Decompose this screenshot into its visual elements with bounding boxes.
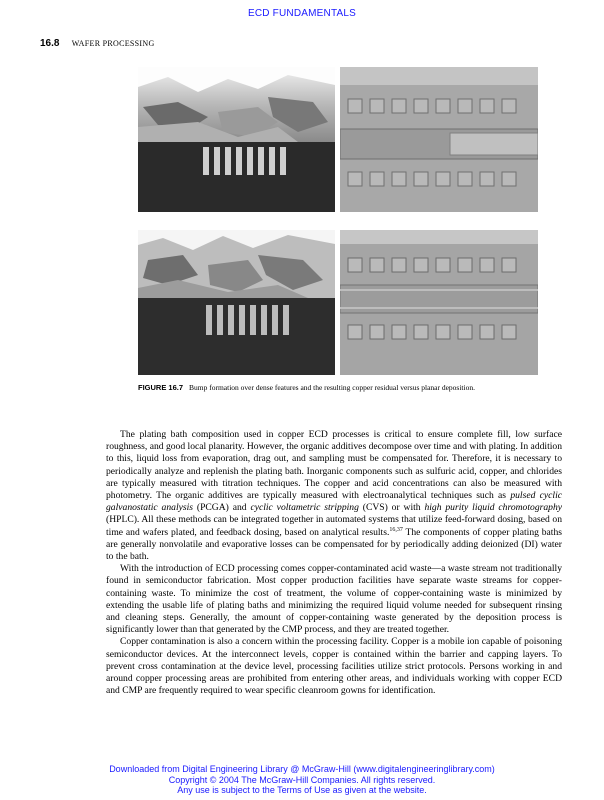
footer-terms[interactable]: Any use is subject to the Terms of Use as given at the website. (177, 785, 427, 795)
text-run: (PCGA) and (193, 502, 251, 514)
section-title: WAFER PROCESSING (71, 39, 155, 48)
text-run: The components of copper plating baths are generally nonvolatile and evaporative losses can be compensated for by periodically adding deionized (DI) water to the bath. (106, 526, 563, 563)
running-header (40, 38, 155, 49)
term-hplc: high purity liquid chromotography (424, 502, 562, 514)
micrograph-bottom-right (340, 230, 538, 375)
paragraph: Copper contamination is also a concern within the processing facility. Copper is a mobile ion capable of poisoning semiconductor devices. At the interconnect levels, copper is contained within the barrier and capping layers. To prevent cross contamination at the device level, processing facilities utilize strict protocols. Persons working in and around copper processing areas are prohibited from entering other areas, and individuals working with copper ECD and CMP are frequently required to wear specific cleanroom gowns for identification. (106, 636, 562, 697)
micrograph-top-right (340, 67, 538, 212)
body-text (106, 429, 562, 697)
text-run: (HPLC). All these methods can be integrated together in automated systems that utilize feed-forward dosing, based on time and wafers plated, and feedback dosing, based on analytical results. (106, 514, 562, 538)
figure-caption-text: Bump formation over dense features and the resulting copper residual versus planar deposition. (189, 383, 475, 392)
reference-marker: 16,37 (389, 526, 403, 533)
footer-download-link[interactable]: Downloaded from Digital Engineering Library @ McGraw-Hill (www.digitalengineeringlibrary.com) (109, 764, 495, 774)
footer-copyright: Copyright © 2004 The McGraw-Hill Companies. All rights reserved. (168, 774, 436, 785)
micrograph-top-left (138, 67, 335, 212)
micrograph-bottom-left (138, 230, 335, 375)
term-cvs: cyclic voltametric stripping (250, 502, 359, 514)
figure-caption (138, 383, 558, 392)
page-banner: ECD FUNDAMENTALS (247, 8, 357, 19)
paragraph: With the introduction of ECD processing comes copper-contaminated acid waste—a waste stream not traditionally found in semiconductor fabrication. Most copper production facilities have separate waste streams for copper-containing waste. To minimize the cost of treatment, the volume of copper-containing waste is minimized by extending the usable life of plating baths and minimizing the required liquid volume needed for subsequent rinsing and cleaning steps. Generally, the amount of copper-containing waste generated by the deposition process is significantly lower than that generated by the CMP process, and they are treated together. (106, 563, 562, 636)
text-run: The plating bath composition used in copper ECD processes is critical to ensure complete fill, low surface roughness, and good local planarity. However, the organic additives decompose over time and with plating. In addition to this, liquid loss from evaporation, drag out, and sampling must be compensated for. Therefore, it is necessary to periodically analyze and replenish the plating bath. Inorganic components such as sulfuric acid, copper, and chlorides are typically measured with titration techniques. The copper and acid concentrations can also be measured with photometry. The organic additives are typically measured with electroanalytical techniques such as (106, 429, 563, 502)
paragraph (106, 429, 562, 563)
text-run: (CVS) or with (358, 502, 425, 514)
term-pcga: pulsed cyclic galvanostatic analysis (106, 490, 563, 514)
page-number: 16.8 (40, 38, 60, 49)
figure-label: FIGURE 16.7 (138, 383, 184, 392)
download-footer (0, 764, 604, 796)
